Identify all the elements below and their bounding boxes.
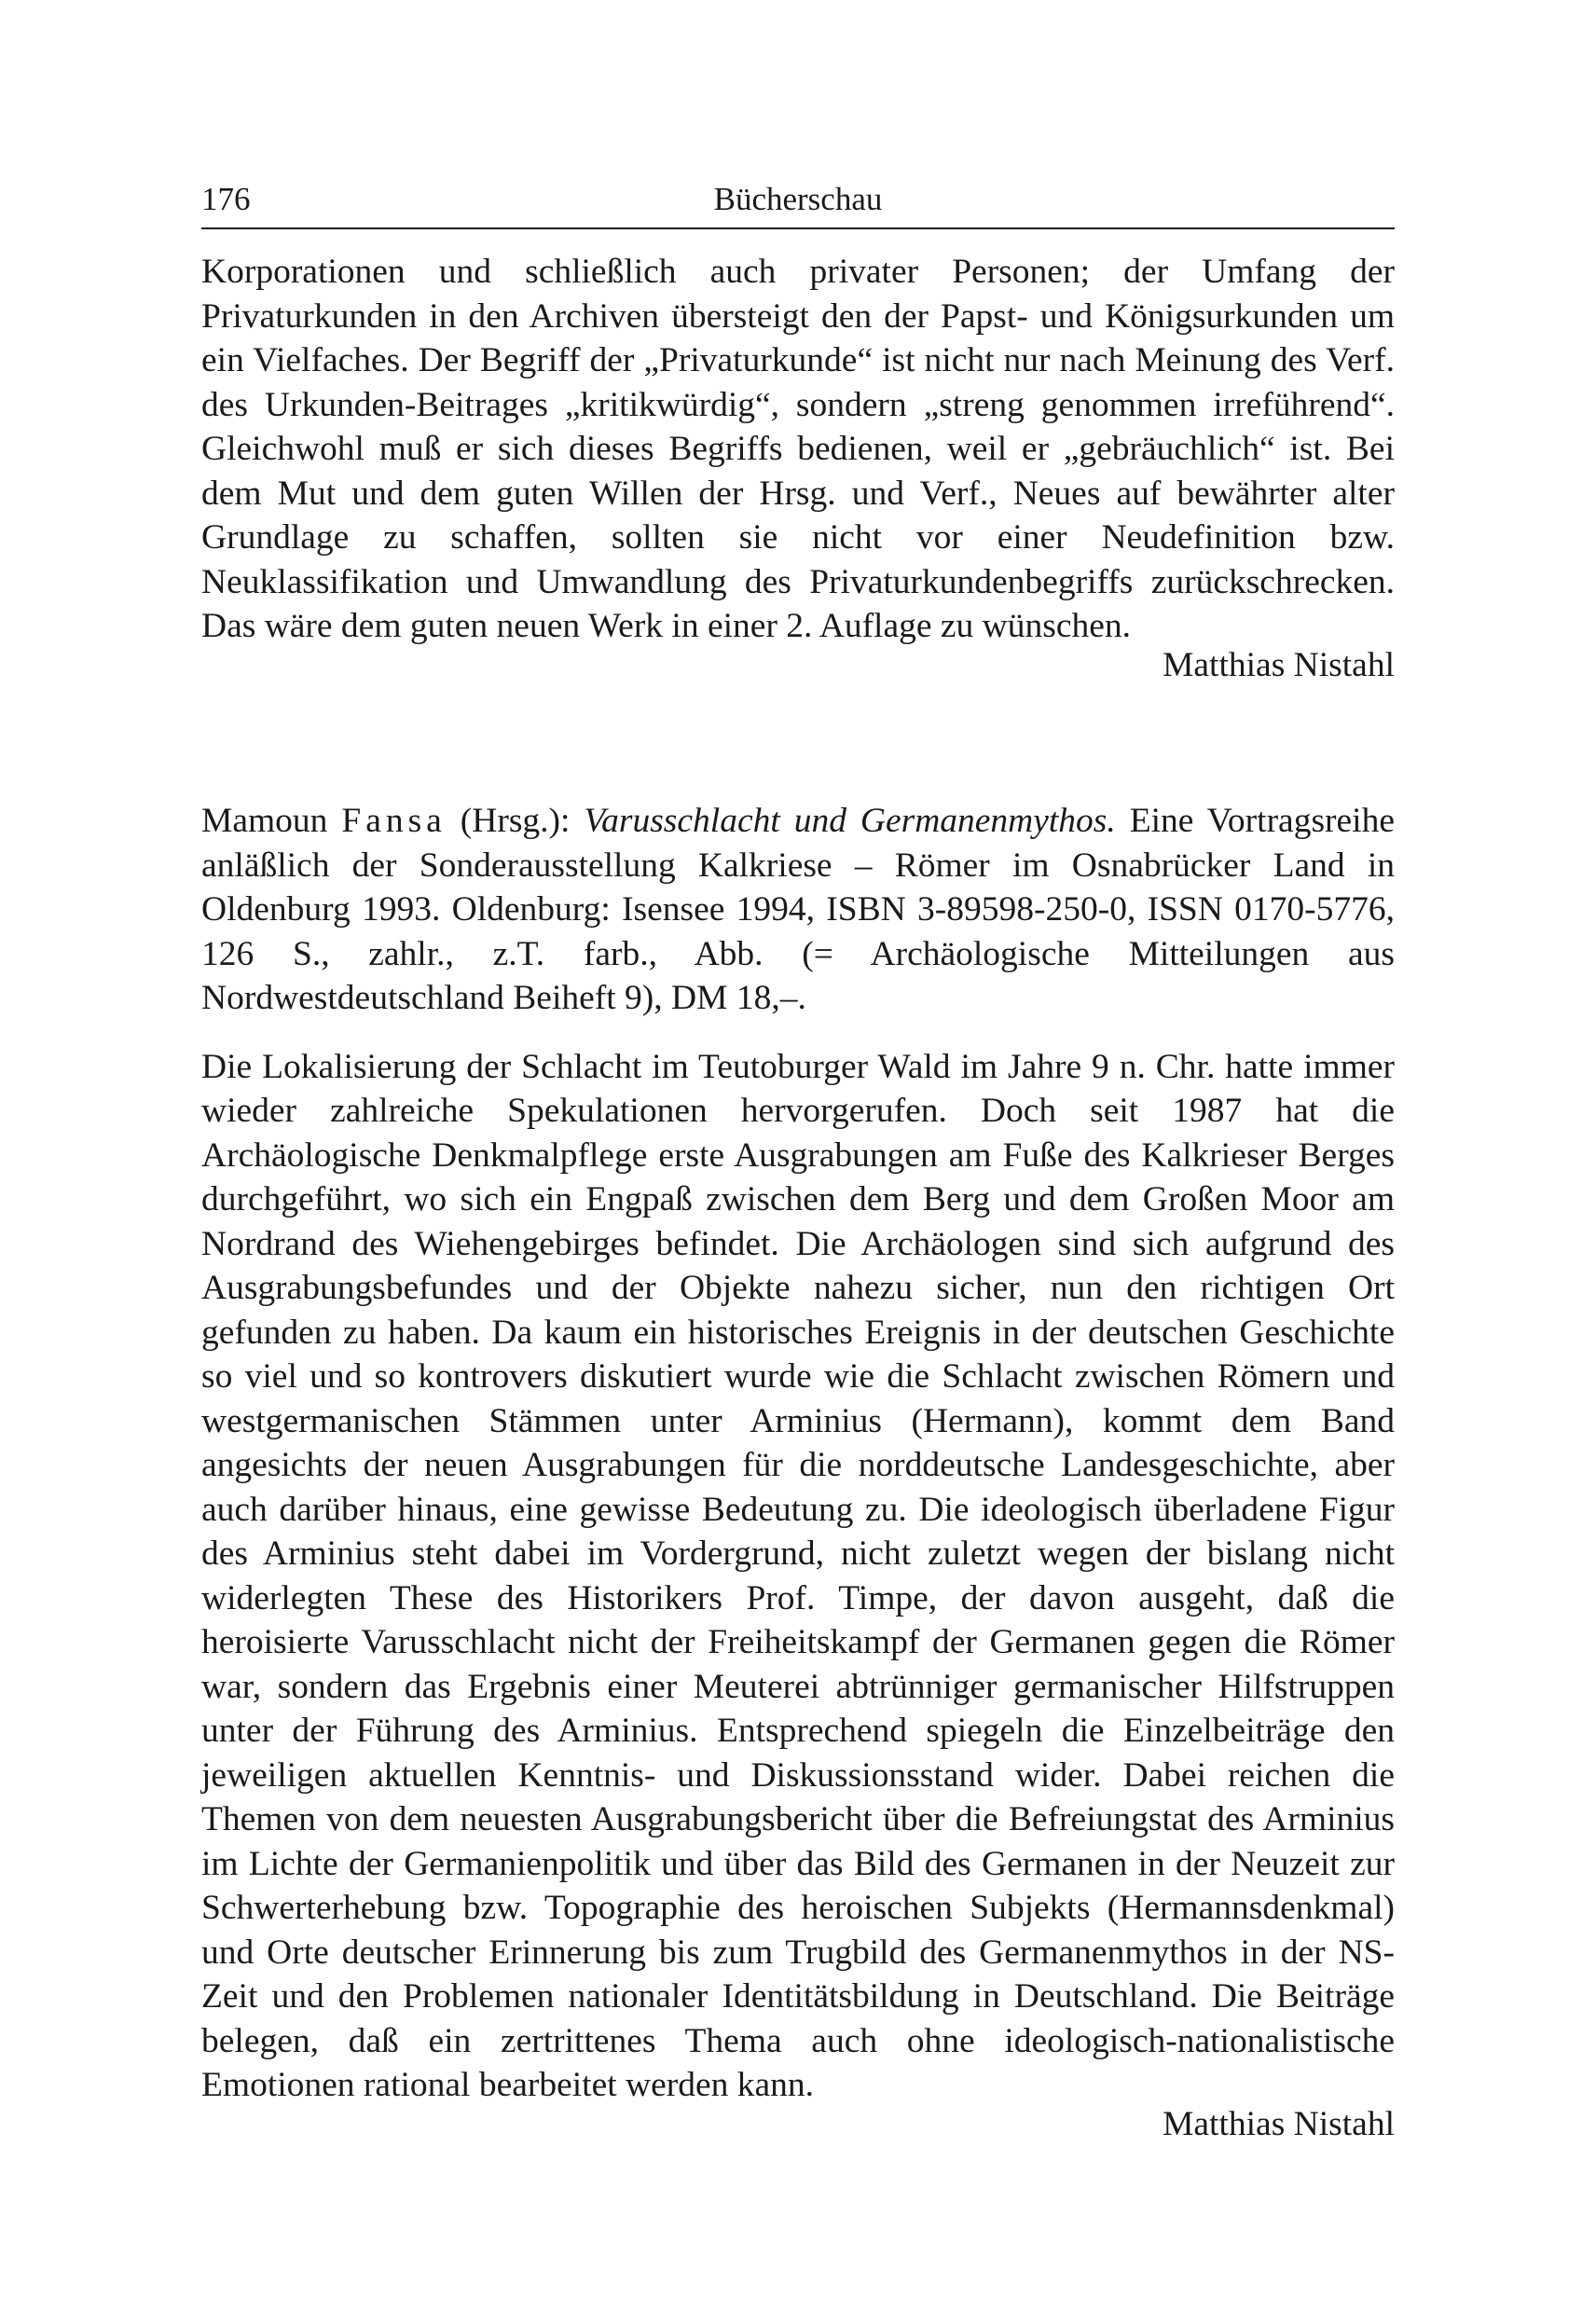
- citation-role: (Hrsg.):: [460, 802, 571, 840]
- citation-details: Eine Vortragsreihe anläßlich der Sonderausstellung Kalkriese – Römer im Osnabrücker Land in Oldenburg 1993. Oldenburg: Isensee 1994, ISBN 3-89598-250-0, ISSN 0170-5776, 126 S., zahlr., z.T. farb., Abb. (= Archäologische Mitteilungen aus Nordwestdeutschland Beiheft 9), DM 18,–.: [201, 802, 1395, 1017]
- review-1-signature: Matthias Nistahl: [1163, 645, 1395, 684]
- review-2-text: Die Lokalisierung der Schlacht im Teutoburger Wald im Jahre 9 n. Chr. hatte immer wieder zahlreiche Spekulationen hervorgerufen. Doch seit 1987 hat die Archäologische Denkmalpflege erste Ausgrabungen am Fuße des Kalkrieser Berges durchgeführt, wo sich ein Engpaß zwischen dem Berg und dem Großen Moor am Nordrand des Wiehengebirges befindet. Die Archäologen sind sich aufgrund des Ausgrabungsbefundes und der Objekte nahezu sicher, nun den richtigen Ort gefunden zu haben. Da kaum ein historisches Ereignis in der deutschen Geschichte so viel und so kontrovers diskutiert wurde wie die Schlacht zwischen Römern und westgermanischen Stämmen unter Arminius (Hermann), kommt dem Band angesichts der neuen Ausgrabungen für die norddeutsche Landesgeschichte, aber auch darüber hinaus, eine gewisse Bedeutung zu. Die ideologisch überladene Figur des Arminius steht dabei im Vordergrund, nicht zuletzt wegen der bislang nicht widerlegten These des Historikers Prof. Timpe, der davon ausgeht, daß die heroisierte Varusschlacht nicht der Freiheitskampf der Germanen gegen die Römer war, sondern das Ergebnis einer Meuterei abtrünniger germanischer Hilfstruppen unter der Führung des Arminius. Entsprechend spiegeln die Einzelbeiträge den jeweiligen aktuellen Kenntnis- und Diskussionsstand wider. Dabei reichen die Themen von dem neuesten Ausgrabungsbericht über die Befreiungstat des Arminius im Lichte der Germanienpolitik und über das Bild des Germanen in der Neuzeit zur Schwerterhebung bzw. Topographie des heroischen Subjekts (Hermannsdenkmal) und Orte deutscher Erinnerung bis zum Trugbild des Germanenmythos in der NS-Zeit und den Problemen nationaler Identitätsbildung in Deutschland. Die Beiträge belegen, daß ein zertrittenes Thema auch ohne ideologisch-nationalistische Emotionen rational bearbeitet werden kann.: [201, 1047, 1395, 2104]
- running-head: [201, 177, 1395, 222]
- review-2-citation: [201, 799, 1395, 1021]
- header-rule: [201, 227, 1395, 229]
- page-number: 176: [201, 181, 251, 217]
- review-1-text: Korporationen und schließlich auch privater Personen; der Umfang der Privaturkunden in den Archiven übersteigt den der Papst- und Königsurkunden um ein Vielfaches. Der Begriff der „Privaturkunde“ ist nicht nur nach Meinung des Verf. des Urkunden-Beitrages „kritikwürdig“, sondern „streng genommen irreführend“. Gleichwohl muß er sich dieses Begriffs bedienen, weil er „gebräuchlich“ ist. Bei dem Mut und dem guten Willen der Hrsg. und Verf., Neues auf bewährter alter Grundlage zu schaffen, sollten sie nicht vor einer Neudefinition bzw. Neuklassifikation und Umwandlung des Privaturkundenbegriffs zurückschrecken. Das wäre dem guten neuen Werk in einer 2. Auflage zu wünschen.: [201, 253, 1395, 645]
- citation-author-last: Fansa: [341, 802, 447, 840]
- document-page: [201, 177, 1395, 2146]
- running-title: Bücherschau: [713, 181, 883, 217]
- citation-author-first: Mamoun: [201, 802, 328, 840]
- citation-title: Varusschlacht und Germanenmythos.: [584, 802, 1116, 840]
- review-2-signature: Matthias Nistahl: [1163, 2104, 1395, 2143]
